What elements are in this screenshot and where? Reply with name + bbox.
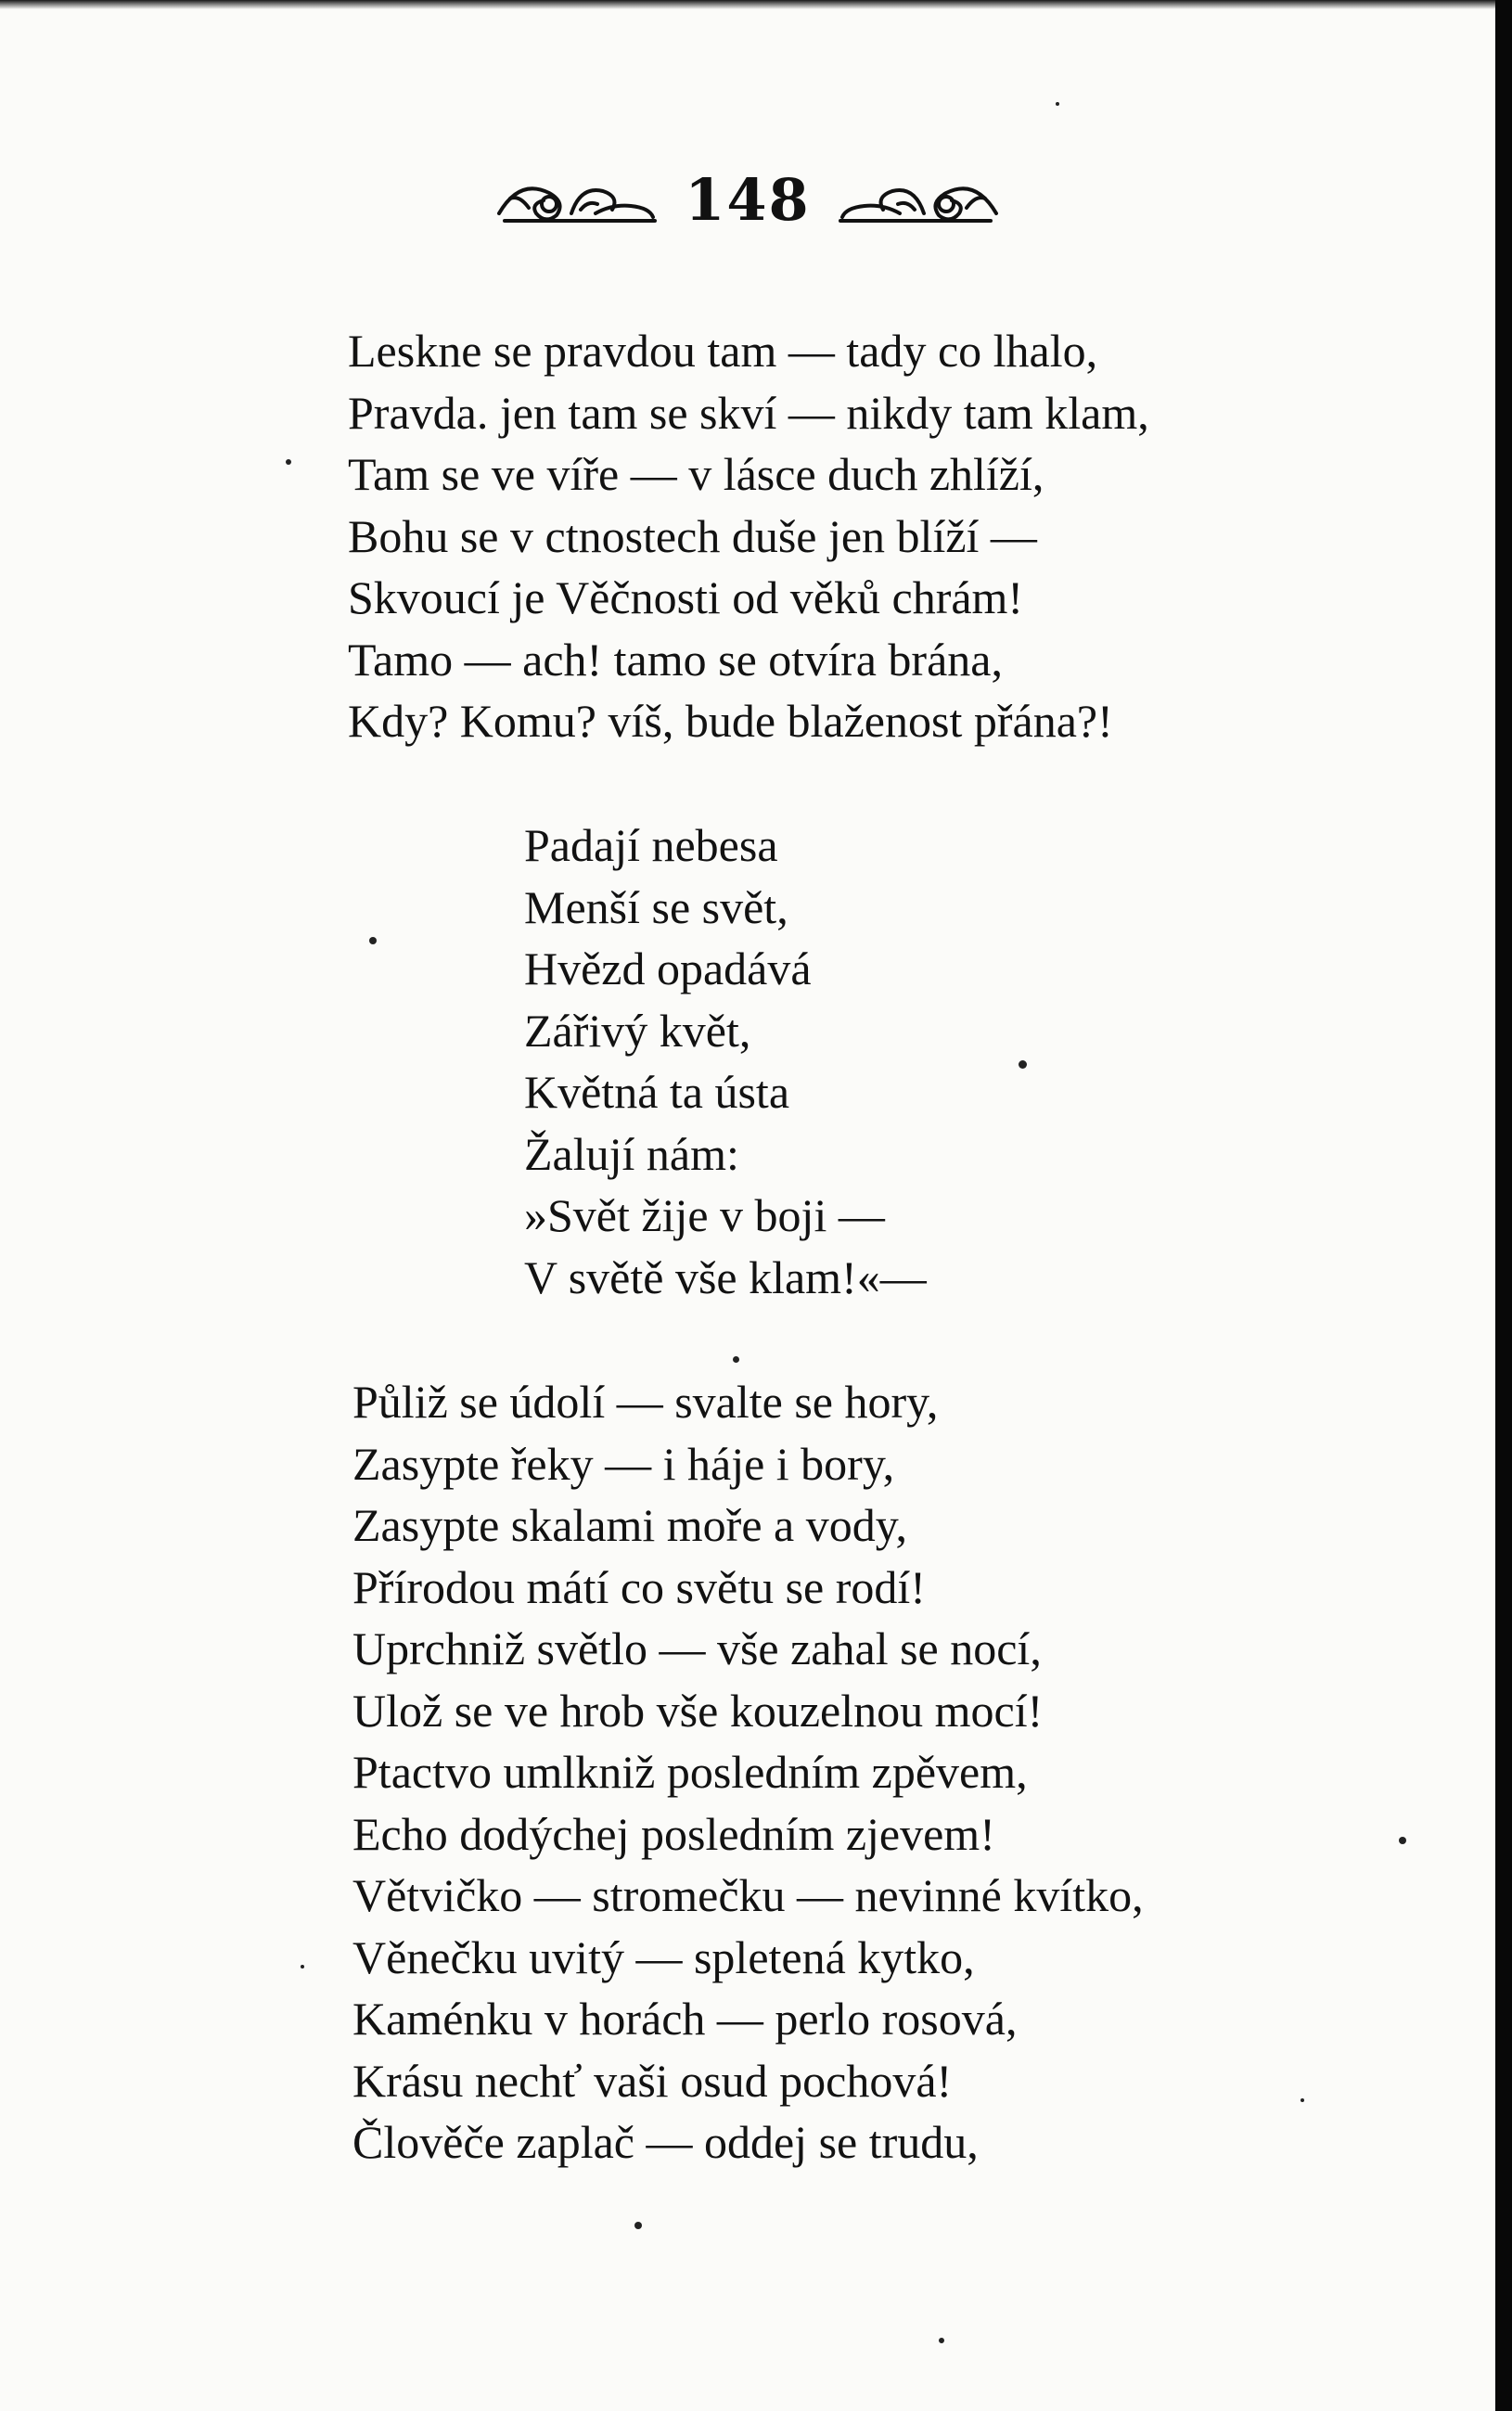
stanza-2 (524, 814, 927, 1308)
verse-line: Zářivý květ, (524, 1004, 751, 1057)
verse-line: Věnečku uvitý — spletená kytko, (352, 1930, 975, 1983)
verse-line: Půliž se údolí — svalte se hory, (352, 1376, 939, 1428)
verse-line: Krásu nechť vaši osud pochová! (352, 2054, 953, 2107)
page-header (0, 153, 1495, 246)
scan-speck (1019, 1060, 1027, 1069)
page-right-edge (1495, 0, 1512, 2411)
verse-line: Pravda. jen tam se skví — nikdy tam klam, (348, 386, 1149, 439)
verse-line: Větvičko — stromečku — nevinné kvítko, (352, 1869, 1144, 1921)
scan-speck (1301, 2098, 1304, 2102)
verse-line: Zasypte skalami moře a vody, (352, 1499, 907, 1551)
verse-line: Echo dodýchej posledním zjevem! (352, 1807, 995, 1860)
verse-line: V světě vše klam!«— (524, 1250, 927, 1303)
verse-line: Tamo — ach! tamo se otvíra brána, (348, 633, 1003, 686)
verse-line: Kdy? Komu? víš, bude blaženost přána?! (348, 695, 1113, 747)
verse-line: Tam se ve víře — v lásce duch zhlíží, (348, 448, 1044, 500)
verse-line: Menší se svět, (524, 880, 788, 933)
page-top-edge (0, 0, 1495, 9)
verse-line: Kaménku v horách — perlo rosová, (352, 1993, 1018, 2045)
scan-speck (369, 937, 377, 944)
page-number: 148 (685, 165, 811, 234)
scan-speck (1399, 1837, 1406, 1844)
scan-speck (1056, 102, 1059, 106)
verse-line: Květná ta ústa (524, 1066, 790, 1118)
verse-line: Leskne se pravdou tam — tady co lhalo, (348, 325, 1098, 377)
verse-line: »Svět žije v boji — (524, 1189, 885, 1241)
verse-line: Žalují nám: (524, 1127, 739, 1180)
verse-line: Bohu se v ctnostech duše jen blíží — (348, 509, 1037, 562)
verse-line: Uprchniž světlo — vše zahal se nocí, (352, 1622, 1042, 1674)
stanza-1 (348, 320, 1149, 752)
left-ornament-icon (492, 167, 659, 232)
right-ornament-icon (837, 167, 1004, 232)
verse-line: Přírodou mátí co světu se rodí! (352, 1560, 926, 1613)
scan-speck (733, 1356, 739, 1363)
scan-speck (939, 2338, 944, 2343)
scan-speck (634, 2222, 642, 2229)
verse-line: Skvoucí je Věčnosti od věků chrám! (348, 571, 1024, 623)
verse-line: Padají nebesa (524, 819, 778, 871)
verse-line: Člověče zaplač — oddej se trudu, (352, 2116, 979, 2168)
verse-line: Zasypte řeky — i háje i bory, (352, 1437, 895, 1490)
verse-line: Ptactvo umlkniž posledním zpěvem, (352, 1746, 1028, 1798)
verse-line: Hvězd opadává (524, 943, 812, 994)
scan-speck (286, 459, 291, 465)
verse-line: Ulož se ve hrob vše kouzelnou mocí! (352, 1684, 1044, 1737)
stanza-3 (352, 1371, 1144, 2174)
scan-speck (301, 1965, 304, 1969)
